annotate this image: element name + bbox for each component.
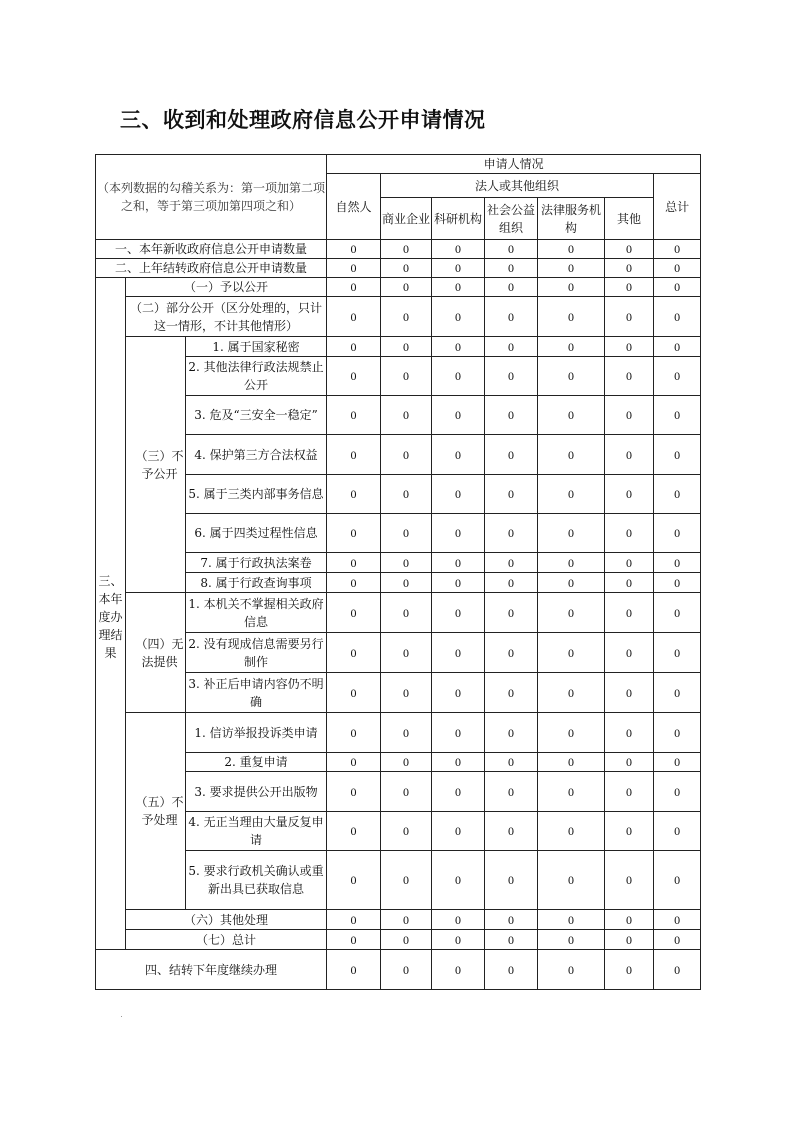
- disclosed-value: 0: [432, 278, 485, 297]
- page-title: 三、收到和处理政府信息公开申请情况: [120, 108, 486, 132]
- unable-value: 0: [538, 593, 605, 633]
- partial-value: 0: [327, 297, 381, 337]
- not-disclosed-value: 0: [654, 475, 701, 514]
- not-disclosed-value: 0: [605, 396, 654, 435]
- unable-value: 0: [654, 633, 701, 673]
- table-row: [96, 950, 701, 990]
- partial-value: 0: [605, 297, 654, 337]
- group-label-not-disclosed: （三）不予公开: [126, 337, 186, 593]
- not-disclosed-value: 0: [381, 514, 432, 553]
- not-disclosed-value: 0: [654, 337, 701, 357]
- unable-value: 0: [485, 633, 538, 673]
- not-disclosed-value: 0: [327, 475, 381, 514]
- header-legal-group: 法人或其他组织: [381, 174, 654, 198]
- unable-value: 0: [432, 673, 485, 713]
- not-processed-value: 0: [485, 713, 538, 753]
- not-disclosed-value: 0: [485, 573, 538, 593]
- not-disclosed-value: 0: [381, 435, 432, 475]
- carried-over-value: 0: [327, 259, 381, 278]
- row-label-unable-item: 1. 本机关不掌握相关政府信息: [186, 593, 327, 633]
- table-row: [96, 673, 701, 713]
- carried-over-value: 0: [538, 259, 605, 278]
- not-processed-value: 0: [538, 753, 605, 772]
- not-disclosed-value: 0: [485, 475, 538, 514]
- row-label-other-handling: （六）其他处理: [126, 910, 327, 930]
- partial-value: 0: [381, 297, 432, 337]
- not-disclosed-value: 0: [432, 435, 485, 475]
- total-value: 0: [485, 930, 538, 950]
- row-label-not-disclosed-item: 8. 属于行政查询事项: [186, 573, 327, 593]
- unable-value: 0: [381, 593, 432, 633]
- row-label-not-disclosed-item: 5. 属于三类内部事务信息: [186, 475, 327, 514]
- not-disclosed-value: 0: [605, 337, 654, 357]
- row-label-not-disclosed-item: 6. 属于四类过程性信息: [186, 514, 327, 553]
- not-processed-value: 0: [432, 851, 485, 910]
- next-year-value: 0: [605, 950, 654, 990]
- row-label-partial: （二）部分公开（区分处理的，只计这一情形，不计其他情形）: [126, 297, 327, 337]
- other-handling-value: 0: [381, 910, 432, 930]
- row-label-not-disclosed-item: 4. 保护第三方合法权益: [186, 435, 327, 475]
- not-disclosed-value: 0: [432, 357, 485, 396]
- row-label-unable-item: 2. 没有现成信息需要另行制作: [186, 633, 327, 673]
- table-row: [96, 259, 701, 278]
- partial-value: 0: [432, 297, 485, 337]
- not-disclosed-value: 0: [654, 553, 701, 573]
- not-disclosed-value: 0: [381, 396, 432, 435]
- not-processed-value: 0: [538, 851, 605, 910]
- table-row: [96, 240, 701, 259]
- not-disclosed-value: 0: [381, 553, 432, 573]
- next-year-value: 0: [654, 950, 701, 990]
- carried-over-value: 0: [654, 259, 701, 278]
- group-label-not-processed: （五）不予处理: [126, 713, 186, 910]
- not-processed-value: 0: [485, 812, 538, 851]
- next-year-value: 0: [381, 950, 432, 990]
- header-org-research: 科研机构: [432, 198, 485, 240]
- unable-value: 0: [654, 593, 701, 633]
- new-requests-value: 0: [538, 240, 605, 259]
- carried-over-value: 0: [432, 259, 485, 278]
- next-year-value: 0: [485, 950, 538, 990]
- not-disclosed-value: 0: [485, 435, 538, 475]
- not-processed-value: 0: [485, 772, 538, 812]
- group-label-unable: （四）无法提供: [126, 593, 186, 713]
- header-natural-person: 自然人: [327, 174, 381, 240]
- unable-value: 0: [485, 673, 538, 713]
- unable-value: 0: [605, 673, 654, 713]
- header-org-public-welfare: 社会公益组织: [485, 198, 538, 240]
- unable-value: 0: [538, 633, 605, 673]
- not-disclosed-value: 0: [381, 357, 432, 396]
- header-org-legal-service: 法律服务机构: [538, 198, 605, 240]
- table-row: [96, 297, 701, 337]
- next-year-value: 0: [538, 950, 605, 990]
- carried-over-value: 0: [605, 259, 654, 278]
- table-row: [96, 593, 701, 633]
- not-disclosed-value: 0: [381, 475, 432, 514]
- not-processed-value: 0: [381, 851, 432, 910]
- not-disclosed-value: 0: [432, 573, 485, 593]
- unable-value: 0: [605, 593, 654, 633]
- table-row: [96, 713, 701, 753]
- row-label-carried-over: 二、上年结转政府信息公开申请数量: [96, 259, 327, 278]
- disclosed-value: 0: [327, 278, 381, 297]
- not-processed-value: 0: [381, 753, 432, 772]
- table-row: [96, 337, 701, 357]
- table-row: [96, 753, 701, 772]
- row-label-disclosed: （一）予以公开: [126, 278, 327, 297]
- not-disclosed-value: 0: [485, 396, 538, 435]
- table-row: [96, 278, 701, 297]
- header-org-commercial: 商业企业: [381, 198, 432, 240]
- row-label-new-requests: 一、本年新收政府信息公开申请数量: [96, 240, 327, 259]
- row-label-not-processed-item: 5. 要求行政机关确认或重新出具已获取信息: [186, 851, 327, 910]
- total-value: 0: [654, 930, 701, 950]
- unable-value: 0: [432, 633, 485, 673]
- row-label-unable-item: 3. 补正后申请内容仍不明确: [186, 673, 327, 713]
- row-label-next-year: 四、结转下年度继续办理: [96, 950, 327, 990]
- not-processed-value: 0: [432, 772, 485, 812]
- not-processed-value: 0: [538, 812, 605, 851]
- not-processed-value: 0: [327, 812, 381, 851]
- not-processed-value: 0: [654, 713, 701, 753]
- new-requests-value: 0: [654, 240, 701, 259]
- new-requests-value: 0: [327, 240, 381, 259]
- not-processed-value: 0: [327, 753, 381, 772]
- not-processed-value: 0: [605, 851, 654, 910]
- not-processed-value: 0: [538, 713, 605, 753]
- total-value: 0: [432, 930, 485, 950]
- not-disclosed-value: 0: [654, 357, 701, 396]
- table-row: [96, 772, 701, 812]
- unable-value: 0: [381, 633, 432, 673]
- next-year-value: 0: [432, 950, 485, 990]
- carried-over-value: 0: [485, 259, 538, 278]
- not-disclosed-value: 0: [327, 514, 381, 553]
- unable-value: 0: [381, 673, 432, 713]
- total-value: 0: [327, 930, 381, 950]
- not-processed-value: 0: [654, 851, 701, 910]
- other-handling-value: 0: [605, 910, 654, 930]
- not-processed-value: 0: [654, 812, 701, 851]
- table-row: [96, 435, 701, 475]
- not-processed-value: 0: [381, 713, 432, 753]
- new-requests-value: 0: [432, 240, 485, 259]
- section-label-results: 三、本年度办理结果: [96, 278, 126, 950]
- not-disclosed-value: 0: [538, 573, 605, 593]
- table-row: [96, 357, 701, 396]
- not-processed-value: 0: [327, 713, 381, 753]
- not-disclosed-value: 0: [432, 337, 485, 357]
- not-processed-value: 0: [381, 812, 432, 851]
- header-applicant: 申请人情况: [327, 155, 701, 174]
- unable-value: 0: [605, 633, 654, 673]
- row-label-not-disclosed-item: 1. 属于国家秘密: [186, 337, 327, 357]
- not-disclosed-value: 0: [605, 573, 654, 593]
- row-label-not-processed-item: 4. 无正当理由大量反复申请: [186, 812, 327, 851]
- new-requests-value: 0: [381, 240, 432, 259]
- not-processed-value: 0: [381, 772, 432, 812]
- not-processed-value: 0: [605, 772, 654, 812]
- row-label-not-processed-item: 3. 要求提供公开出版物: [186, 772, 327, 812]
- not-disclosed-value: 0: [654, 514, 701, 553]
- not-disclosed-value: 0: [327, 337, 381, 357]
- new-requests-value: 0: [485, 240, 538, 259]
- not-disclosed-value: 0: [605, 514, 654, 553]
- not-disclosed-value: 0: [327, 553, 381, 573]
- not-disclosed-value: 0: [432, 514, 485, 553]
- partial-value: 0: [485, 297, 538, 337]
- table-row: [96, 851, 701, 910]
- not-processed-value: 0: [538, 772, 605, 812]
- not-disclosed-value: 0: [605, 435, 654, 475]
- not-disclosed-value: 0: [538, 435, 605, 475]
- not-processed-value: 0: [432, 812, 485, 851]
- not-processed-value: 0: [605, 753, 654, 772]
- not-disclosed-value: 0: [485, 357, 538, 396]
- row-label-not-processed-item: 1. 信访举报投诉类申请: [186, 713, 327, 753]
- not-processed-value: 0: [485, 753, 538, 772]
- total-value: 0: [538, 930, 605, 950]
- not-disclosed-value: 0: [605, 553, 654, 573]
- table-row: [96, 396, 701, 435]
- not-disclosed-value: 0: [432, 396, 485, 435]
- row-label-not-disclosed-item: 7. 属于行政执法案卷: [186, 553, 327, 573]
- disclosed-value: 0: [654, 278, 701, 297]
- not-disclosed-value: 0: [327, 435, 381, 475]
- not-disclosed-value: 0: [538, 475, 605, 514]
- not-disclosed-value: 0: [538, 396, 605, 435]
- table-row: [96, 930, 701, 950]
- not-disclosed-value: 0: [485, 337, 538, 357]
- total-value: 0: [605, 930, 654, 950]
- header-org-other: 其他: [605, 198, 654, 240]
- row-label-not-processed-item: 2. 重复申请: [186, 753, 327, 772]
- not-disclosed-value: 0: [485, 553, 538, 573]
- header-note: （本列数据的勾稽关系为：第一项加第二项之和，等于第三项加第四项之和）: [96, 155, 327, 240]
- disclosed-value: 0: [381, 278, 432, 297]
- not-disclosed-value: 0: [654, 573, 701, 593]
- not-processed-value: 0: [654, 753, 701, 772]
- header-total: 总计: [654, 174, 701, 240]
- not-disclosed-value: 0: [605, 357, 654, 396]
- not-disclosed-value: 0: [605, 475, 654, 514]
- unable-value: 0: [327, 593, 381, 633]
- not-processed-value: 0: [605, 812, 654, 851]
- not-disclosed-value: 0: [327, 357, 381, 396]
- not-disclosed-value: 0: [485, 514, 538, 553]
- unable-value: 0: [327, 633, 381, 673]
- table-row: [96, 910, 701, 930]
- not-disclosed-value: 0: [538, 553, 605, 573]
- not-disclosed-value: 0: [538, 357, 605, 396]
- disclosed-value: 0: [605, 278, 654, 297]
- not-disclosed-value: 0: [381, 573, 432, 593]
- next-year-value: 0: [327, 950, 381, 990]
- partial-value: 0: [654, 297, 701, 337]
- not-disclosed-value: 0: [538, 514, 605, 553]
- unable-value: 0: [432, 593, 485, 633]
- not-disclosed-value: 0: [654, 396, 701, 435]
- other-handling-value: 0: [327, 910, 381, 930]
- row-label-total: （七）总计: [126, 930, 327, 950]
- not-disclosed-value: 0: [327, 396, 381, 435]
- disclosed-value: 0: [485, 278, 538, 297]
- unable-value: 0: [654, 673, 701, 713]
- not-disclosed-value: 0: [432, 475, 485, 514]
- other-handling-value: 0: [485, 910, 538, 930]
- new-requests-value: 0: [605, 240, 654, 259]
- not-processed-value: 0: [485, 851, 538, 910]
- other-handling-value: 0: [538, 910, 605, 930]
- not-disclosed-value: 0: [654, 435, 701, 475]
- not-disclosed-value: 0: [432, 553, 485, 573]
- partial-value: 0: [538, 297, 605, 337]
- total-value: 0: [381, 930, 432, 950]
- unable-value: 0: [485, 593, 538, 633]
- carried-over-value: 0: [381, 259, 432, 278]
- not-processed-value: 0: [605, 713, 654, 753]
- not-processed-value: 0: [654, 772, 701, 812]
- not-disclosed-value: 0: [327, 573, 381, 593]
- unable-value: 0: [538, 673, 605, 713]
- row-label-not-disclosed-item: 3. 危及“三安全一稳定”: [186, 396, 327, 435]
- unable-value: 0: [327, 673, 381, 713]
- other-handling-value: 0: [654, 910, 701, 930]
- disclosure-table: [95, 154, 701, 990]
- table-row: [96, 514, 701, 553]
- table-row: [96, 573, 701, 593]
- not-disclosed-value: 0: [381, 337, 432, 357]
- table-row: [96, 812, 701, 851]
- row-label-not-disclosed-item: 2. 其他法律行政法规禁止公开: [186, 357, 327, 396]
- other-handling-value: 0: [432, 910, 485, 930]
- not-processed-value: 0: [432, 713, 485, 753]
- disclosed-value: 0: [538, 278, 605, 297]
- not-processed-value: 0: [327, 772, 381, 812]
- not-disclosed-value: 0: [538, 337, 605, 357]
- not-processed-value: 0: [432, 753, 485, 772]
- scan-dot: [121, 1016, 122, 1017]
- table-row: [96, 633, 701, 673]
- table-row: [96, 553, 701, 573]
- table-row: [96, 475, 701, 514]
- not-processed-value: 0: [327, 851, 381, 910]
